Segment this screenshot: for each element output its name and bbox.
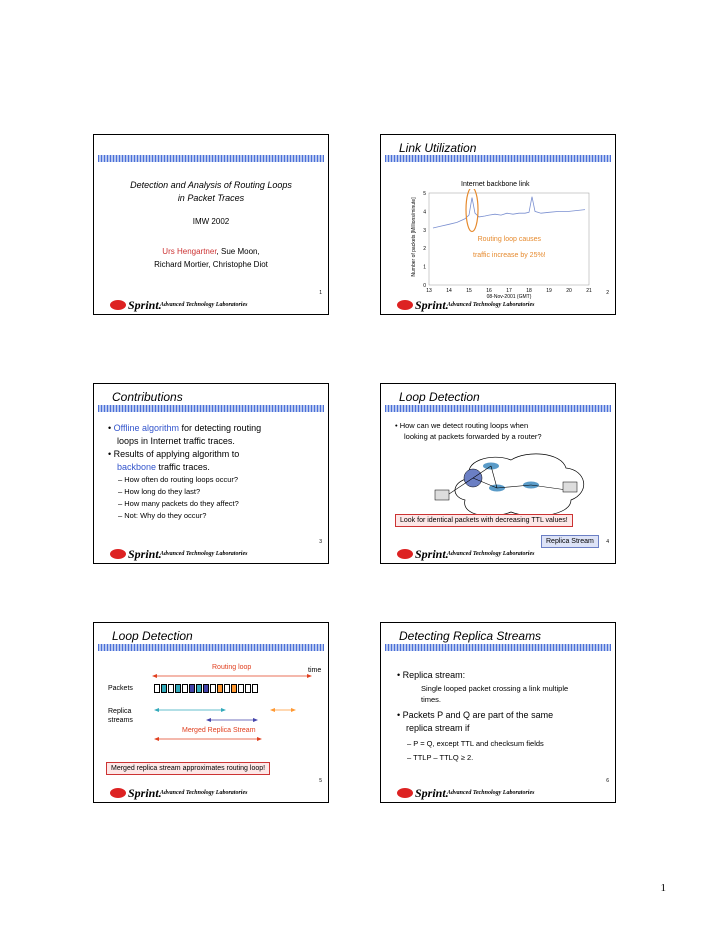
slide-title: Detecting Replica Streams (399, 629, 542, 643)
y-tick-label: 3 (423, 227, 426, 234)
routing-loop-label: Routing loop (212, 664, 252, 671)
sprint-logo-text: Sprint. (128, 298, 162, 312)
packet-box (245, 684, 251, 693)
y-tick-label: 1 (423, 264, 426, 271)
packet-box (168, 684, 174, 693)
x-tick-label: 20 (566, 288, 572, 294)
sprint-logo-icon (110, 788, 126, 798)
slide-number: 3 (319, 539, 322, 545)
x-tick-label: 13 (426, 288, 432, 294)
title-bar (98, 155, 324, 162)
bullet-results: • Results of applying algorithm to backbone traffic traces. (108, 449, 240, 472)
packet-box (217, 684, 223, 693)
network-diagram (431, 450, 611, 520)
title-bar (385, 644, 611, 651)
packet-row (154, 684, 259, 702)
ttl-callout: Look for identical packets with decreasing TTL values! (395, 514, 573, 527)
slide-number: 1 (319, 290, 322, 296)
bullet-replica-stream: • Replica stream: (397, 670, 466, 680)
slide-number: 6 (606, 778, 609, 784)
merged-replica-label: Merged Replica Stream (182, 727, 256, 734)
slide-1 (93, 134, 329, 315)
x-tick-label: 18 (526, 288, 532, 294)
packet-box (182, 684, 188, 693)
y-tick-label: 5 (423, 191, 426, 197)
lab-name: Advanced Technology Laboratories (447, 790, 535, 796)
sprint-logo-text: Sprint. (128, 547, 162, 561)
slide-number: 5 (319, 778, 322, 784)
sub-bullet: – How many packets do they affect? (118, 499, 239, 508)
sub-bullet: – How often do routing loops occur? (118, 475, 239, 484)
replica-stream-label: Replica Stream (541, 535, 599, 548)
merged-arrow (154, 735, 314, 743)
sprint-logo-icon (397, 300, 413, 310)
lab-name: Advanced Technology Laboratories (160, 551, 248, 557)
condition-item: – TTLP – TTLQ ≥ 2. (407, 753, 474, 762)
footer (381, 778, 615, 802)
y-tick-label: 4 (423, 209, 426, 216)
title-bar (385, 155, 611, 162)
slide-1-title: Detection and Analysis of Routing Loops in Packet Traces (130, 180, 292, 203)
chart-label: Internet backbone link (461, 181, 530, 188)
x-tick-label: 21 (586, 288, 592, 294)
x-tick-label: 14 (446, 288, 452, 294)
sub-bullet: – How long do they last? (118, 487, 201, 496)
packet-box (224, 684, 230, 693)
x-tick-label: 19 (546, 288, 552, 294)
traffic-series (433, 197, 585, 228)
y-axis-label: Number of packets [Millions/minute] (411, 197, 417, 277)
packet-box (175, 684, 181, 693)
condition-item: – P = Q, except TTL and checksum fields (407, 739, 544, 748)
x-tick-label: 17 (506, 288, 512, 294)
venue: IMW 2002 (192, 217, 230, 226)
packet-box (161, 684, 167, 693)
x-axis-label: 08-Nov-2001 (GMT) (486, 294, 532, 300)
conditions (407, 737, 544, 765)
slide-title: Loop Detection (112, 629, 193, 643)
packets-label: Packets (108, 685, 133, 692)
packet-box (203, 684, 209, 693)
x-tick-label: 16 (486, 288, 492, 294)
sprint-logo-text: Sprint. (415, 547, 449, 561)
replica-streams-label: Replica streams (108, 708, 133, 724)
slide-title: Link Utilization (399, 141, 477, 155)
sprint-logo-icon (110, 549, 126, 559)
footer (94, 290, 328, 314)
title-bar (98, 405, 324, 412)
loop-annotation: Routing loop causes traffic increase by 25%! (473, 236, 546, 259)
bullet-question: • How can we detect routing loops when looking at packets forwarded by a router? (395, 421, 542, 441)
bullet-condition: • Packets P and Q are part of the same replica stream if (397, 710, 554, 733)
authors: Urs Hengartner, Sue Moon, Richard Mortier, Christophe Diot (154, 247, 268, 269)
page-number: 1 (660, 882, 666, 894)
y-tick-label: 0 (423, 283, 426, 289)
packet-box (154, 684, 160, 693)
sprint-logo-icon (397, 549, 413, 559)
slide-6 (380, 622, 616, 803)
packet-box (238, 684, 244, 693)
lab-name: Advanced Technology Laboratories (160, 302, 248, 308)
footer (94, 778, 328, 802)
packet-box (252, 684, 258, 693)
sub-bullets (118, 474, 239, 522)
lab-name: Advanced Technology Laboratories (447, 551, 535, 557)
lab-name: Advanced Technology Laboratories (160, 790, 248, 796)
packet-box (189, 684, 195, 693)
sprint-logo-text: Sprint. (128, 786, 162, 800)
routing-loop-highlight (466, 189, 478, 232)
title-bar (98, 644, 324, 651)
slide-number: 4 (606, 539, 609, 545)
y-tick-label: 2 (423, 246, 426, 253)
slide-2 (380, 134, 616, 315)
time-label: time (308, 667, 322, 674)
sprint-logo-text: Sprint. (415, 786, 449, 800)
merged-callout: Merged replica stream approximates routing loop! (106, 762, 270, 775)
computer-icon (563, 482, 577, 492)
presenter-name: Urs Hengartner (162, 247, 217, 256)
y-ticks (423, 191, 426, 289)
routing-loop-arrow (152, 672, 312, 680)
slide-5 (93, 622, 329, 803)
x-tick-label: 15 (466, 288, 472, 294)
footer (94, 539, 328, 563)
replica-definition: Single looped packet crossing a link multiple times. (421, 684, 569, 704)
bullet-offline-algorithm: • Offline algorithm for detecting routing loops in Internet traffic traces. (108, 423, 262, 446)
slide-3 (93, 383, 329, 564)
lab-name: Advanced Technology Laboratories (447, 302, 535, 308)
slide-title: Loop Detection (399, 390, 480, 404)
sprint-logo-icon (110, 300, 126, 310)
sprint-logo-icon (397, 788, 413, 798)
sprint-logo-text: Sprint. (415, 298, 449, 312)
title-bar (385, 405, 611, 412)
computer-icon (435, 490, 449, 500)
slide-number: 2 (606, 290, 609, 296)
packet-box (210, 684, 216, 693)
packet-box (231, 684, 237, 693)
slide-4 (380, 383, 616, 564)
slide-title: Contributions (112, 390, 183, 404)
sub-bullet: – Not: Why do they occur? (118, 511, 207, 520)
packet-box (196, 684, 202, 693)
